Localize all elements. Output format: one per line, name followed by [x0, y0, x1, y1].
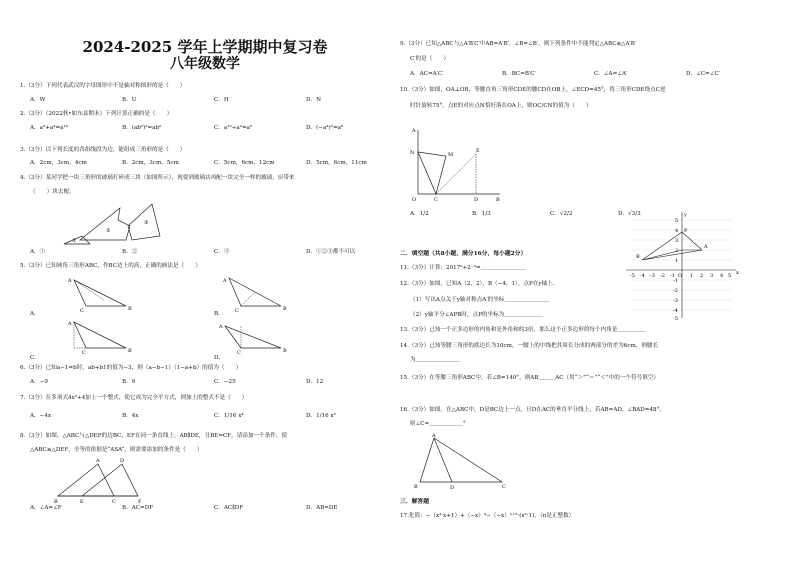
question-16: 16.（3分）如图，在△ABC中，D是BC边上一点，且D在AC的垂直平分线上，若AB=AD，∠BAD=48°，: [400, 407, 665, 413]
svg-text:5: 5: [728, 273, 732, 279]
q4-option-a[interactable]: A．①: [30, 249, 46, 255]
q10-option-a[interactable]: A．1/2: [410, 211, 429, 217]
left-column: [20, 0, 390, 562]
question-6: 6.（3分）已知a−1=b时，ab+b1的值为−3，则（a−b−1）（1−a+b）的值为（ ）: [20, 365, 242, 371]
q9-option-b[interactable]: B．BC=B′C′: [502, 71, 536, 77]
q8-option-b[interactable]: B．AC=DF: [122, 505, 154, 511]
svg-text:B: B: [128, 348, 132, 354]
q16-figure: [410, 432, 510, 490]
svg-text:A: A: [412, 128, 416, 134]
glass-figure: [60, 200, 170, 246]
svg-text:C: C: [112, 499, 116, 504]
svg-text:B: B: [283, 348, 287, 354]
svg-text:-4: -4: [673, 308, 678, 314]
question-10-cont: 时针旋转75°，点E的对应点N恰好落在OA上，则OC/CN的值为（ ）: [410, 103, 592, 109]
q6-option-d[interactable]: D．12: [306, 379, 324, 385]
question-9-cont: C′的是（ ）: [410, 56, 450, 62]
svg-text:B: B: [54, 499, 58, 504]
svg-text:2: 2: [700, 273, 704, 279]
question-4-cont: （ ）块去配。: [30, 189, 75, 195]
q4-option-b[interactable]: B．②: [122, 249, 138, 255]
question-1: 1.（3分）下列代表武汉的字母图形中不是轴对称图形的是（ ）: [20, 83, 186, 89]
glass-piece-2: [80, 208, 130, 240]
q1-option-b[interactable]: B．U: [122, 97, 137, 103]
svg-text:A: A: [68, 321, 72, 327]
q5-figure-d: [215, 316, 295, 356]
svg-text:-1: -1: [673, 278, 678, 284]
q3-option-c[interactable]: C．5cm，6cm，12cm: [214, 160, 275, 166]
q10-option-d[interactable]: D．√3/3: [618, 211, 641, 217]
svg-text:B: B: [636, 254, 640, 260]
section-3-heading: 三．解答题: [400, 499, 429, 505]
q4-option-c[interactable]: C．③: [214, 249, 230, 255]
q6-option-b[interactable]: B．9: [122, 379, 136, 385]
q5-option-b[interactable]: B．: [214, 311, 224, 317]
svg-text:y: y: [684, 212, 687, 218]
svg-text:A: A: [96, 458, 100, 464]
q7-option-a[interactable]: A．−4x: [30, 413, 52, 419]
svg-text:C: C: [237, 350, 241, 356]
q9-option-c[interactable]: C．∠A=∠A′: [594, 71, 628, 77]
label-piece-3: ③: [144, 220, 149, 226]
question-7: 7.（3分）在多项式4x²+4加上一个整式，使它成为完全平方式，则加上的整式不是（ ）: [20, 395, 248, 401]
question-10: 10.（3分）如图，OA⊥OB，等腰直角三角形CDE的腰CD在OB上，∠ECD=45°，将三角形CDE绕点C逆: [400, 87, 666, 93]
question-14-cont: 为＿＿＿＿＿＿＿＿: [410, 357, 461, 363]
svg-text:4: 4: [675, 228, 679, 234]
q10-figure: [408, 122, 508, 202]
q3-option-a[interactable]: A．2cm，3cm，4cm: [30, 160, 87, 166]
svg-text:N: N: [410, 150, 415, 156]
q7-option-c[interactable]: C．1/16 x⁴: [214, 413, 244, 419]
svg-text:C: C: [502, 484, 506, 490]
label-piece-1: ①: [72, 238, 77, 244]
question-9: 9.（3分）已知△ABC与△A′B′C′中AB=A′B′，∠B=∠B′，则下列条件中不能判定△ABC≌△A′B′: [400, 41, 637, 47]
svg-text:-1: -1: [670, 273, 675, 279]
right-column: [400, 0, 770, 562]
q7-option-d[interactable]: D．1/16 x²: [306, 413, 336, 419]
svg-text:C: C: [434, 197, 438, 202]
svg-text:B: B: [283, 306, 287, 312]
question-5: 5.（3分）已知钝角三角形ABC，作BC边上的高，正确的画法是（ ）: [20, 263, 201, 269]
exam-subtitle: 八年级数学: [170, 56, 240, 72]
svg-text:3: 3: [710, 273, 714, 279]
q9-option-a[interactable]: A．AC=A′C′: [410, 71, 444, 77]
svg-text:A: A: [223, 278, 227, 284]
q5-option-a[interactable]: A．: [30, 311, 40, 317]
q8-option-a[interactable]: A．∠A=∠F: [30, 505, 62, 511]
exam-title: 2024-2025 学年上学期期中复习卷: [82, 38, 328, 56]
q1-option-a[interactable]: A．W: [30, 97, 46, 103]
q8-figure: [50, 456, 160, 504]
svg-text:4: 4: [720, 273, 724, 279]
question-3: 3.（3分）以下列长度的各组线段为边，能组成三角形的是（ ）: [20, 147, 186, 153]
question-8: 8.（3分）如图，△ABC与△DEF的边BC，EF在同一条直线上，AB∥DE，且BE=CF，请添加一个条件，使: [20, 433, 288, 439]
question-8-cont: △ABC≌△DEF，全等的依据是“ASA”，则需要添加的条件是（ ）: [30, 447, 203, 453]
svg-text:-3: -3: [650, 273, 655, 279]
q5-option-d[interactable]: D．: [214, 355, 225, 361]
q6-option-a[interactable]: A．−9: [30, 379, 48, 385]
svg-text:B: B: [128, 306, 132, 312]
svg-text:P: P: [684, 228, 688, 234]
q5-figure-b: [215, 272, 295, 312]
svg-text:D: D: [120, 458, 125, 464]
q8-option-c[interactable]: C．AC∥DF: [214, 505, 244, 511]
q2-option-a[interactable]: A．a³+a⁴=a¹²: [30, 125, 68, 131]
question-14: 14.（3分）已知等腰三角形的底边长为10cm，一腰上的中线把其周长分成的两部分的差为6cm，则腰长: [400, 343, 659, 349]
q6-option-c[interactable]: C．−25: [214, 379, 236, 385]
svg-text:1: 1: [690, 273, 694, 279]
svg-text:B: B: [496, 197, 500, 202]
svg-text:D: D: [474, 197, 479, 202]
q1-option-c[interactable]: C．H: [214, 97, 229, 103]
q12-coordinate-grid: [622, 210, 742, 320]
q5-option-c[interactable]: C．: [30, 355, 40, 361]
q3-option-d[interactable]: D．5cm，6cm，11cm: [306, 160, 367, 166]
q10-option-c[interactable]: C．√2/2: [550, 211, 573, 217]
svg-text:-5: -5: [673, 316, 678, 320]
q2-option-b[interactable]: B．(ab²)³=ab⁶: [122, 125, 162, 131]
svg-text:A: A: [68, 278, 72, 284]
svg-text:A: A: [704, 244, 708, 250]
question-11: 11.（3分）计算：2017⁰+2⁻²=＿＿＿＿＿＿＿＿: [400, 265, 526, 271]
svg-text:F: F: [138, 499, 142, 504]
svg-text:O: O: [678, 273, 683, 279]
question-13: 13.（3分）已知一个正多边形的内角和是外角和的3倍，那么这个正多边形的每个内角是＿＿＿＿＿: [400, 327, 646, 333]
q1-option-d[interactable]: D．N: [306, 97, 321, 103]
svg-text:-2: -2: [660, 273, 665, 279]
q4-option-d[interactable]: D．①②③都不可以: [306, 249, 356, 255]
svg-text:A: A: [219, 324, 223, 330]
section-2-heading: 二．填空题（共8小题，满分16分，每小题2分）: [400, 251, 527, 257]
svg-text:1: 1: [675, 258, 679, 264]
svg-text:D: D: [450, 485, 455, 490]
svg-text:-3: -3: [673, 298, 678, 304]
svg-text:x: x: [736, 270, 739, 276]
q2-option-c[interactable]: C．a¹⁰÷a²=a⁵: [214, 125, 253, 131]
svg-text:C: C: [80, 308, 84, 312]
question-16-cont: 则∠C=＿＿＿＿＿＿°: [410, 421, 466, 427]
svg-text:E: E: [476, 148, 480, 154]
q8-option-d[interactable]: D．AB=DE: [306, 505, 338, 511]
svg-text:-2: -2: [673, 288, 678, 294]
glass-piece-1: [64, 236, 90, 244]
q9-option-d[interactable]: D．∠C=∠C′: [686, 71, 720, 77]
question-12-sub1: （1）写出A点关于y轴对称点A′的坐标＿＿＿＿＿＿＿＿: [410, 297, 550, 303]
q5-figure-a: [60, 272, 140, 312]
svg-text:O: O: [412, 197, 417, 202]
svg-text:M: M: [448, 152, 454, 158]
question-2: 2.（3分）（2022秋•如东县期末）下列计算正确的是（ ）: [20, 111, 173, 117]
svg-text:5: 5: [675, 218, 679, 224]
label-piece-2: ②: [106, 228, 111, 234]
svg-text:C: C: [82, 350, 86, 356]
svg-text:2: 2: [675, 248, 679, 254]
question-17: 17.化简：−（x³·x+1）+（−x）⁴−（−x）ⁿ⁺²·(x²·1)，（n是正整数）: [400, 513, 575, 519]
q2-option-d[interactable]: D．(−a⁴)²=a⁸: [306, 125, 344, 131]
question-15: 15.（3分）在等腰三角形ABC中，若∠B=140°，则AB＿＿＿AC（用“＞”“＝”“＜”中的一个符号填空）: [400, 375, 659, 381]
question-12-sub2: （2）y轴平分∠APB时，点P的坐标为＿＿＿＿＿＿＿: [410, 312, 544, 318]
svg-text:C: C: [235, 308, 239, 312]
q3-option-b[interactable]: B．2cm，3cm，5cm: [122, 160, 179, 166]
svg-text:-4: -4: [640, 273, 645, 279]
q10-option-b[interactable]: B．1/3: [472, 211, 491, 217]
svg-text:3: 3: [675, 238, 679, 244]
svg-text:E: E: [80, 499, 84, 504]
svg-text:-5: -5: [630, 273, 635, 279]
question-12: 12.（3分）如图，已知A（2，2），B（−4，1），点P在y轴上．: [400, 281, 559, 287]
svg-text:A: A: [432, 433, 436, 439]
svg-text:B: B: [414, 484, 418, 490]
q7-option-b[interactable]: B．4x: [122, 413, 139, 419]
q5-figure-c: [60, 316, 140, 356]
question-4: 4.（3分）某同学把一块三角形的玻璃打碎成三块（如图所示），现要到玻璃店再配一块完全一样的玻璃，应带来: [20, 175, 295, 181]
